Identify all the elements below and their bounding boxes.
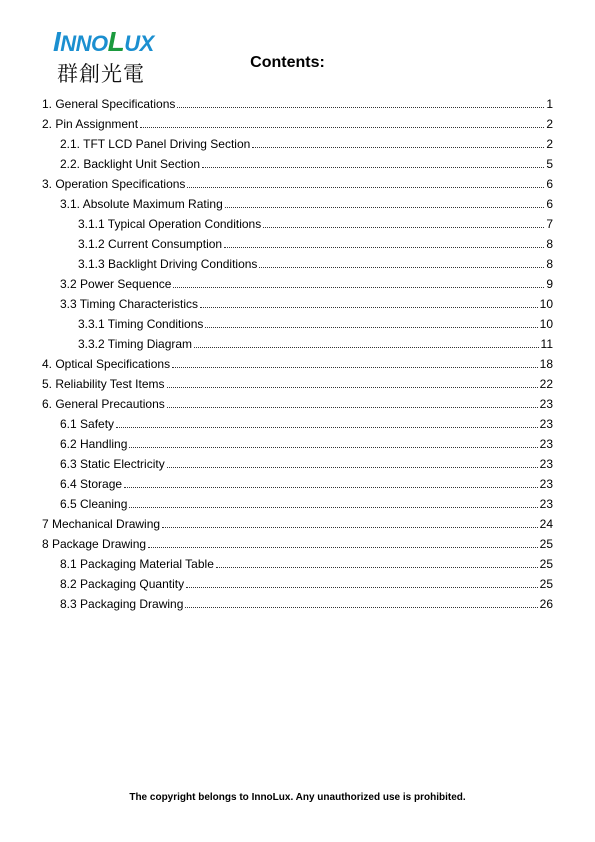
toc-entry[interactable] bbox=[42, 354, 553, 374]
toc-entry-label: 3.1. Absolute Maximum Rating bbox=[60, 197, 223, 211]
toc-entry-label: 8.3 Packaging Drawing bbox=[60, 597, 184, 611]
toc-entry[interactable] bbox=[78, 314, 553, 334]
toc-entry-label: 8.1 Packaging Material Table bbox=[60, 557, 214, 571]
toc-entry[interactable] bbox=[60, 274, 553, 294]
toc-entry-page: 2 bbox=[546, 137, 553, 151]
toc-entry-page: 23 bbox=[539, 497, 553, 511]
toc-entry-label: 6.1 Safety bbox=[60, 417, 115, 431]
toc-leader-dots bbox=[216, 566, 538, 568]
toc-leader-dots bbox=[129, 506, 537, 508]
toc-entry-page: 8 bbox=[546, 237, 553, 251]
toc-leader-dots bbox=[224, 246, 544, 248]
toc-entry-label: 3. Operation Specifications bbox=[42, 177, 186, 191]
toc-entry-page: 23 bbox=[539, 437, 553, 451]
toc-entry-label: 2.1. TFT LCD Panel Driving Section bbox=[60, 137, 251, 151]
toc-leader-dots bbox=[167, 386, 538, 388]
toc-entry-label: 6.4 Storage bbox=[60, 477, 123, 491]
toc-leader-dots bbox=[205, 326, 537, 328]
logo-letter-l: L bbox=[107, 26, 125, 57]
toc-entry[interactable] bbox=[42, 374, 553, 394]
toc-entry-label: 3.3.1 Timing Conditions bbox=[78, 317, 204, 331]
toc-entry-page: 22 bbox=[539, 377, 553, 391]
toc-entry-page: 6 bbox=[546, 177, 553, 191]
toc-entry-label: 5. Reliability Test Items bbox=[42, 377, 165, 391]
toc-entry-page: 9 bbox=[546, 277, 553, 291]
toc-leader-dots bbox=[116, 426, 538, 428]
toc-entry-label: 4. Optical Specifications bbox=[42, 357, 171, 371]
toc-entry-page: 25 bbox=[539, 577, 553, 591]
toc-entry-page: 5 bbox=[546, 157, 553, 171]
toc-entry[interactable] bbox=[60, 414, 553, 434]
toc-entry-page: 23 bbox=[539, 457, 553, 471]
toc-leader-dots bbox=[124, 486, 538, 488]
toc-leader-dots bbox=[185, 606, 537, 608]
toc-entry[interactable] bbox=[60, 494, 553, 514]
toc-entry-page: 8 bbox=[546, 257, 553, 271]
toc-entry[interactable] bbox=[78, 334, 553, 354]
toc-leader-dots bbox=[200, 306, 538, 308]
toc-entry-page: 1 bbox=[546, 97, 553, 111]
toc-entry-label: 6.2 Handling bbox=[60, 437, 128, 451]
toc-entry[interactable] bbox=[42, 114, 553, 134]
toc-entry-label: 3.2 Power Sequence bbox=[60, 277, 172, 291]
toc-entry-page: 2 bbox=[546, 117, 553, 131]
logo-letter-i: I bbox=[53, 26, 61, 57]
toc-entry-label: 7 Mechanical Drawing bbox=[42, 517, 161, 531]
toc-leader-dots bbox=[162, 526, 538, 528]
logo-letters-nno: NNO bbox=[60, 31, 108, 56]
toc-leader-dots bbox=[129, 446, 537, 448]
toc-leader-dots bbox=[194, 346, 538, 348]
logo-letters-ux: UX bbox=[124, 31, 154, 56]
toc-entry-page: 11 bbox=[540, 337, 553, 351]
toc-entry[interactable] bbox=[60, 294, 553, 314]
toc-leader-dots bbox=[225, 206, 545, 208]
toc-entry-label: 3.1.3 Backlight Driving Conditions bbox=[78, 257, 258, 271]
toc-leader-dots bbox=[252, 146, 544, 148]
toc-entry[interactable] bbox=[60, 154, 553, 174]
toc-entry-page: 23 bbox=[539, 397, 553, 411]
toc-entry[interactable] bbox=[60, 134, 553, 154]
toc-entry[interactable] bbox=[42, 514, 553, 534]
toc-entry-label: 6.3 Static Electricity bbox=[60, 457, 165, 471]
toc-entry-page: 7 bbox=[546, 217, 553, 231]
toc-leader-dots bbox=[140, 126, 544, 128]
toc-leader-dots bbox=[187, 186, 544, 188]
toc-entry[interactable] bbox=[78, 214, 553, 234]
toc-entry-page: 25 bbox=[539, 557, 553, 571]
toc-entry-label: 2.2. Backlight Unit Section bbox=[60, 157, 201, 171]
logo-chinese-name: 群創光電 bbox=[57, 62, 145, 86]
toc-entry-page: 10 bbox=[539, 317, 553, 331]
copyright-footer: The copyright belongs to InnoLux. Any unauthorized use is prohibited. bbox=[129, 792, 466, 803]
toc-entry[interactable] bbox=[42, 394, 553, 414]
toc-leader-dots bbox=[186, 586, 538, 588]
toc-entry[interactable] bbox=[42, 174, 553, 194]
toc-entry[interactable] bbox=[78, 254, 553, 274]
toc-leader-dots bbox=[148, 546, 538, 548]
toc-entry[interactable] bbox=[60, 434, 553, 454]
toc-leader-dots bbox=[167, 406, 538, 408]
toc-entry[interactable] bbox=[60, 574, 553, 594]
toc-entry-label: 6.5 Cleaning bbox=[60, 497, 128, 511]
toc-entry-page: 25 bbox=[539, 537, 553, 551]
toc-entry-page: 18 bbox=[539, 357, 553, 371]
toc-entry[interactable] bbox=[42, 94, 553, 114]
toc-entry-page: 26 bbox=[539, 597, 553, 611]
toc-entry-page: 23 bbox=[539, 417, 553, 431]
toc-entry[interactable] bbox=[60, 454, 553, 474]
toc-entry-label: 3.3 Timing Characteristics bbox=[60, 297, 199, 311]
toc-entry-label: 3.1.2 Current Consumption bbox=[78, 237, 223, 251]
toc-entry-page: 6 bbox=[546, 197, 553, 211]
toc-entry-page: 24 bbox=[539, 517, 553, 531]
toc-entry[interactable] bbox=[60, 594, 553, 614]
toc-entry[interactable] bbox=[78, 234, 553, 254]
toc-leader-dots bbox=[167, 466, 538, 468]
toc-entry-label: 1. General Specifications bbox=[42, 97, 176, 111]
toc-leader-dots bbox=[173, 286, 544, 288]
toc-leader-dots bbox=[172, 366, 538, 368]
toc-entry[interactable] bbox=[42, 534, 553, 554]
toc-leader-dots bbox=[259, 266, 544, 268]
toc-entry-label: 3.1.1 Typical Operation Conditions bbox=[78, 217, 262, 231]
toc-entry-page: 10 bbox=[539, 297, 553, 311]
toc-entry[interactable] bbox=[60, 194, 553, 214]
toc-entry-label: 8.2 Packaging Quantity bbox=[60, 577, 185, 591]
toc-leader-dots bbox=[202, 166, 544, 168]
toc-entry-label: 2. Pin Assignment bbox=[42, 117, 139, 131]
page-title: Contents: bbox=[250, 54, 325, 71]
toc-leader-dots bbox=[177, 106, 544, 108]
toc-entry[interactable] bbox=[60, 554, 553, 574]
toc-entry-label: 3.3.2 Timing Diagram bbox=[78, 337, 193, 351]
toc-entry-label: 6. General Precautions bbox=[42, 397, 165, 411]
toc-leader-dots bbox=[263, 226, 544, 228]
toc-entry-label: 8 Package Drawing bbox=[42, 537, 147, 551]
toc-entry[interactable] bbox=[60, 474, 553, 494]
toc-entry-page: 23 bbox=[539, 477, 553, 491]
